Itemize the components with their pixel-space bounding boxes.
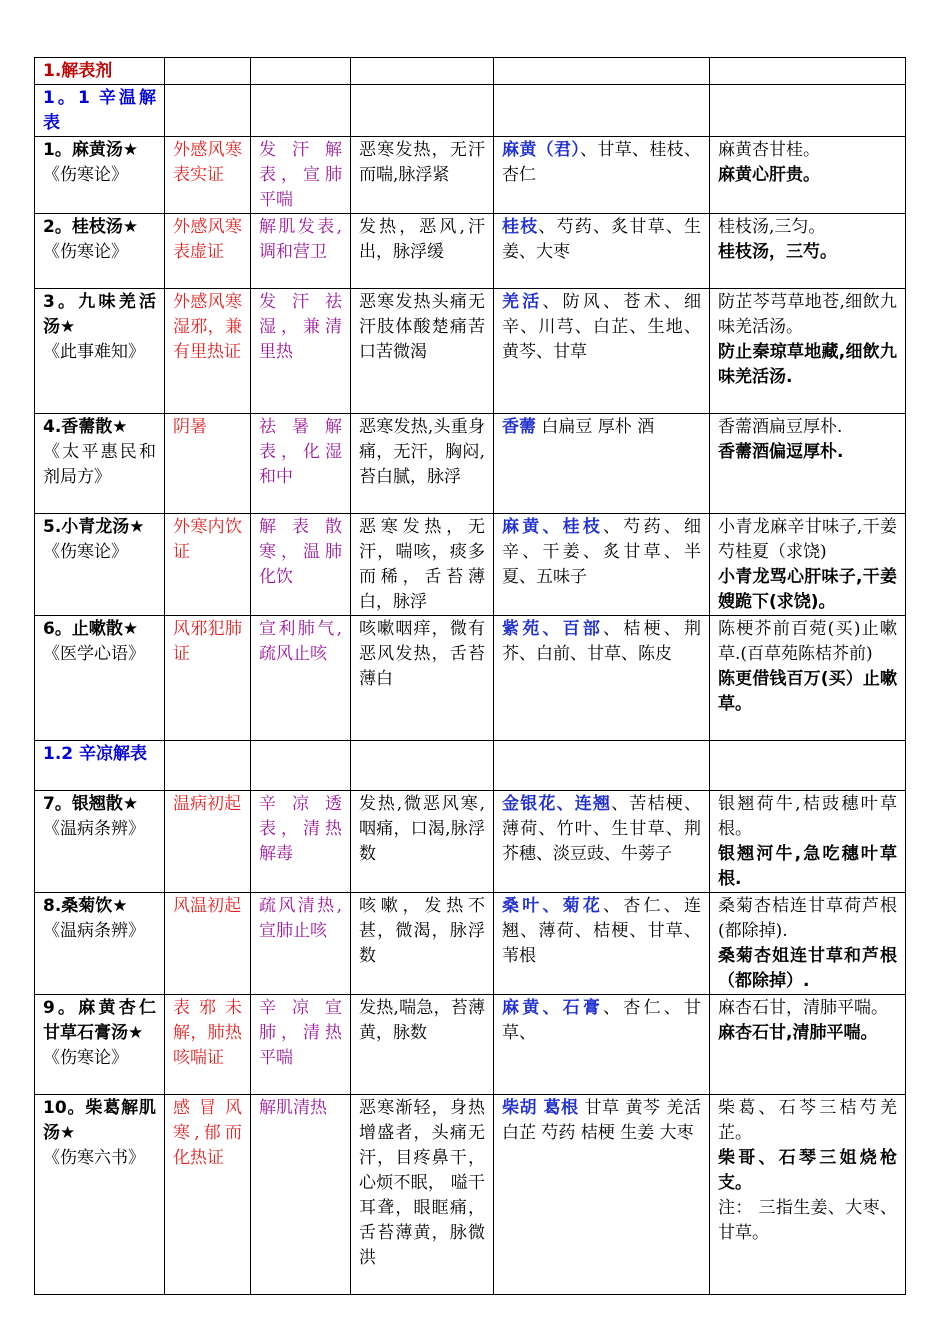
formula-name-cell [35, 414, 165, 514]
syndrome-cell [165, 893, 251, 995]
formula-source: 《温病条辨》 [43, 921, 145, 941]
section-title: 1.解表剂 [35, 58, 165, 85]
mnemonic-bold: 香薷酒偏逗厚朴. [718, 442, 844, 462]
herbs-rest: 甘草 黄芩 羌活 白芷 芍药 桔梗 生姜 大枣 [502, 1098, 701, 1143]
herbs-rest: 、芍药、炙甘草、生姜、大枣 [502, 217, 702, 262]
mnemonic: 香薷酒扁豆厚朴. [718, 417, 843, 437]
herbs-rest: 、苦桔梗、薄荷、竹叶、生甘草、荆芥穗、淡豆豉、牛蒡子 [502, 794, 702, 864]
mnemonic-cell [710, 214, 906, 289]
herbs-rest: 、芍药、细辛、干姜、炙甘草、半夏、五味子 [502, 517, 702, 587]
formula-name: 1。麻黄汤★ [43, 140, 139, 160]
syndrome-cell [165, 414, 251, 514]
formula-name-cell [35, 214, 165, 289]
syndrome-cell [165, 289, 251, 414]
syndrome-cell [165, 791, 251, 893]
mnemonic: 柴葛、石芩三桔芍羌芷。 [718, 1098, 897, 1143]
symptoms: 咳嗽，发热不甚，微渴，脉浮数 [359, 896, 485, 966]
syndrome: 风温初起 [173, 896, 241, 916]
mnemonic-bold: 防止秦琼草地藏,细飲九味羌活汤. [718, 342, 897, 387]
formula-source: 《太平惠民和剂局方》 [43, 442, 156, 487]
herbs-key: 紫苑、百部 [502, 619, 604, 639]
subsection-row [35, 85, 906, 137]
mnemonic-cell [710, 1095, 906, 1295]
action: 宣利肺气,疏风止咳 [259, 619, 342, 664]
herbs-key: 羌活 [502, 292, 543, 312]
formula-row [35, 414, 906, 514]
syndrome-cell [165, 995, 251, 1095]
mnemonic-bold: 麻杏石甘,清肺平喘。 [718, 1023, 878, 1043]
formula-source: 《伤寒六书》 [43, 1148, 145, 1168]
symptoms: 恶寒发热头痛无汗肢体酸楚痛苦口苦微渴 [359, 292, 485, 362]
mnemonic: 麻黄杏甘桂。 [718, 140, 820, 160]
syndrome-cell [165, 1095, 251, 1295]
syndrome: 外感风寒表实证 [173, 140, 242, 185]
syndrome: 表邪未解，肺热咳喘证 [173, 998, 242, 1068]
formula-name-cell [35, 514, 165, 616]
herbs-key: 柴胡 葛根 [502, 1098, 579, 1118]
mnemonic: 桑菊杏桔连甘草荷芦根(都除掉). [718, 896, 897, 941]
formula-name: 4.香薷散★ [43, 417, 128, 437]
mnemonic-cell [710, 791, 906, 893]
symptoms: 发热,微恶风寒,咽痛，口渴,脉浮数 [359, 794, 485, 864]
mnemonic-bold: 桂枝汤，三芍。 [718, 242, 837, 262]
herbs-rest: 、防风、苍术、细辛、川芎、白芷、生地、黄芩、甘草 [502, 292, 702, 362]
herbs-rest: 、杏仁、连翘、薄荷、桔梗、甘草、苇根 [502, 896, 702, 966]
syndrome: 温病初起 [173, 794, 241, 814]
mnemonic-cell [710, 616, 906, 741]
herbs-cell [494, 616, 710, 741]
action-cell [251, 289, 351, 414]
symptoms-cell [351, 893, 494, 995]
formula-source: 《伤寒论》 [43, 242, 128, 262]
symptoms: 咳嗽咽痒，微有恶风发热，舌苔薄白 [359, 619, 485, 689]
formula-source: 《伤寒论》 [43, 165, 128, 185]
action-cell [251, 514, 351, 616]
herbs-key: 麻黄、石膏 [502, 998, 604, 1018]
mnemonic: 小青龙麻辛甘味子,干姜芍桂夏（求饶) [718, 517, 897, 562]
action-cell [251, 1095, 351, 1295]
mnemonic-cell [710, 414, 906, 514]
formula-name: 9。麻黄杏仁甘草石膏汤★ [43, 998, 156, 1043]
symptoms-cell [351, 289, 494, 414]
mnemonic-cell [710, 893, 906, 995]
action-cell [251, 791, 351, 893]
herbs-rest: 、甘草、桂枝、杏仁 [502, 140, 702, 185]
mnemonic-bold: 柴哥、石琴三姐烧枪支。 [718, 1148, 897, 1193]
formula-name: 6。止嗽散★ [43, 619, 139, 639]
action-cell [251, 137, 351, 214]
herbs-key: 桂枝 [502, 217, 539, 237]
formula-name-cell [35, 616, 165, 741]
herbs-rest: 、杏仁、甘草、 [502, 998, 702, 1043]
symptoms-cell [351, 514, 494, 616]
formula-name: 3。九味羌活汤★ [43, 292, 156, 337]
formula-table [34, 57, 906, 1295]
syndrome: 阴暑 [173, 417, 207, 437]
formula-source: 《温病条辨》 [43, 819, 145, 839]
herbs-key: 麻黄（君） [502, 140, 581, 160]
formula-row [35, 289, 906, 414]
formula-name-cell [35, 893, 165, 995]
formula-name-cell [35, 289, 165, 414]
symptoms-cell [351, 791, 494, 893]
herbs-key: 香薷 [502, 417, 536, 437]
action: 解表散寒，温肺化饮 [259, 517, 342, 587]
symptoms-cell [351, 995, 494, 1095]
action-cell [251, 995, 351, 1095]
herbs-cell [494, 214, 710, 289]
subsection-row [35, 741, 906, 791]
syndrome: 感冒风寒,郁而化热证 [173, 1098, 242, 1168]
action: 发汗解表，宣肺平喘 [259, 140, 342, 210]
subsection-title: 1.2 辛凉解表 [35, 741, 165, 791]
mnemonic: 防芷芩芎草地苍,细飲九味羌活汤。 [718, 292, 897, 337]
formula-source: 《伤寒论》 [43, 1048, 128, 1068]
formula-source: 《此事难知》 [43, 342, 145, 362]
formula-name-cell [35, 137, 165, 214]
symptoms: 恶寒发热，无汗而喘,脉浮紧 [359, 140, 485, 185]
mnemonic-cell [710, 137, 906, 214]
syndrome: 外感风寒表虚证 [173, 217, 242, 262]
herbs-cell [494, 995, 710, 1095]
formula-row [35, 893, 906, 995]
mnemonic-bold: 麻黄心肝贵。 [718, 165, 820, 185]
formula-row [35, 214, 906, 289]
syndrome-cell [165, 616, 251, 741]
formula-row [35, 1095, 906, 1295]
action-cell [251, 214, 351, 289]
action: 辛凉宣肺，清热平喘 [259, 998, 342, 1068]
herbs-key: 金银花、连翘 [502, 794, 612, 814]
symptoms-cell [351, 414, 494, 514]
action-cell [251, 893, 351, 995]
herbs-cell [494, 514, 710, 616]
action-cell [251, 414, 351, 514]
formula-name: 10。柴葛解肌汤★ [43, 1098, 156, 1143]
herbs-rest: 白扁豆 厚朴 酒 [536, 417, 655, 437]
formula-name: 7。银翘散★ [43, 794, 139, 814]
formula-name-cell [35, 1095, 165, 1295]
action: 疏风清热,宣肺止咳 [259, 896, 342, 941]
symptoms: 发热，恶风,汗出，脉浮缓 [359, 217, 485, 262]
mnemonic-bold: 银翘河牛,急吃穗叶草根. [718, 844, 897, 889]
symptoms: 发热,喘急，苔薄黄，脉数 [359, 998, 485, 1043]
symptoms-cell [351, 137, 494, 214]
syndrome-cell [165, 214, 251, 289]
mnemonic: 麻杏石甘，清肺平喘。 [718, 998, 888, 1018]
subsection-title: 1。1 辛温解表 [35, 85, 165, 137]
formula-row [35, 995, 906, 1095]
syndrome: 外寒内饮证 [173, 517, 242, 562]
formula-row [35, 616, 906, 741]
mnemonic-bold: 陈更借钱百万(买）止嗽草。 [718, 669, 897, 714]
symptoms: 恶寒渐轻，身热增盛者，头痛无汗，目疼鼻干，心烦不眠， 嗌干耳聋，眼眶痛，舌苔薄黄，脉微洪 [359, 1098, 485, 1268]
formula-source: 《医学心语》 [43, 644, 145, 664]
herbs-cell [494, 893, 710, 995]
mnemonic: 陈梗芥前百菀(买)止嗽草.(百草苑陈桔芥前) [718, 619, 897, 664]
herbs-cell [494, 414, 710, 514]
formula-source: 《伤寒论》 [43, 542, 128, 562]
mnemonic: 桂枝汤,三匀。 [718, 217, 826, 237]
formula-name-cell [35, 791, 165, 893]
herbs-cell [494, 289, 710, 414]
mnemonic-cell [710, 289, 906, 414]
mnemonic: 银翘荷牛,桔豉穗叶草根。 [718, 794, 897, 839]
mnemonic-bold: 桑菊杏姐连甘草和芦根（都除掉）. [718, 946, 897, 991]
section-row [35, 58, 906, 85]
symptoms: 恶寒发热，无汗，喘咳，痰多而稀，舌苔薄白，脉浮 [359, 517, 485, 612]
formula-row [35, 137, 906, 214]
mnemonic-cell [710, 514, 906, 616]
formula-name-cell [35, 995, 165, 1095]
herbs-cell [494, 1095, 710, 1295]
action: 发汗祛湿，兼清里热 [259, 292, 342, 362]
syndrome-cell [165, 137, 251, 214]
action: 祛暑解表，化湿和中 [259, 417, 342, 487]
action-cell [251, 616, 351, 741]
herbs-rest: 、桔梗、荆芥、白前、甘草、陈皮 [502, 619, 702, 664]
symptoms-cell [351, 1095, 494, 1295]
herbs-key: 桑叶、菊花 [502, 896, 604, 916]
formula-name: 5.小青龙汤★ [43, 517, 145, 537]
mnemonic-note: 注： 三指生姜、大枣、甘草。 [718, 1198, 897, 1243]
action: 辛凉透表，清热解毒 [259, 794, 342, 864]
symptoms-cell [351, 214, 494, 289]
formula-row [35, 791, 906, 893]
formula-name: 8.桑菊饮★ [43, 896, 128, 916]
herbs-cell [494, 137, 710, 214]
action: 解肌清热 [259, 1098, 327, 1118]
symptoms: 恶寒发热,头重身痛，无汗，胸闷,苔白腻，脉浮 [359, 417, 485, 487]
symptoms-cell [351, 616, 494, 741]
formula-row [35, 514, 906, 616]
herbs-cell [494, 791, 710, 893]
formula-name: 2。桂枝汤★ [43, 217, 139, 237]
syndrome: 风邪犯肺证 [173, 619, 242, 664]
herbs-key: 麻黄、桂枝 [502, 517, 604, 537]
mnemonic-cell [710, 995, 906, 1095]
syndrome: 外感风寒湿邪，兼有里热证 [173, 292, 242, 362]
syndrome-cell [165, 514, 251, 616]
action: 解肌发表,调和营卫 [259, 217, 342, 262]
mnemonic-bold: 小青龙骂心肝味子,干姜嫂跪下(求饶)。 [718, 567, 897, 612]
